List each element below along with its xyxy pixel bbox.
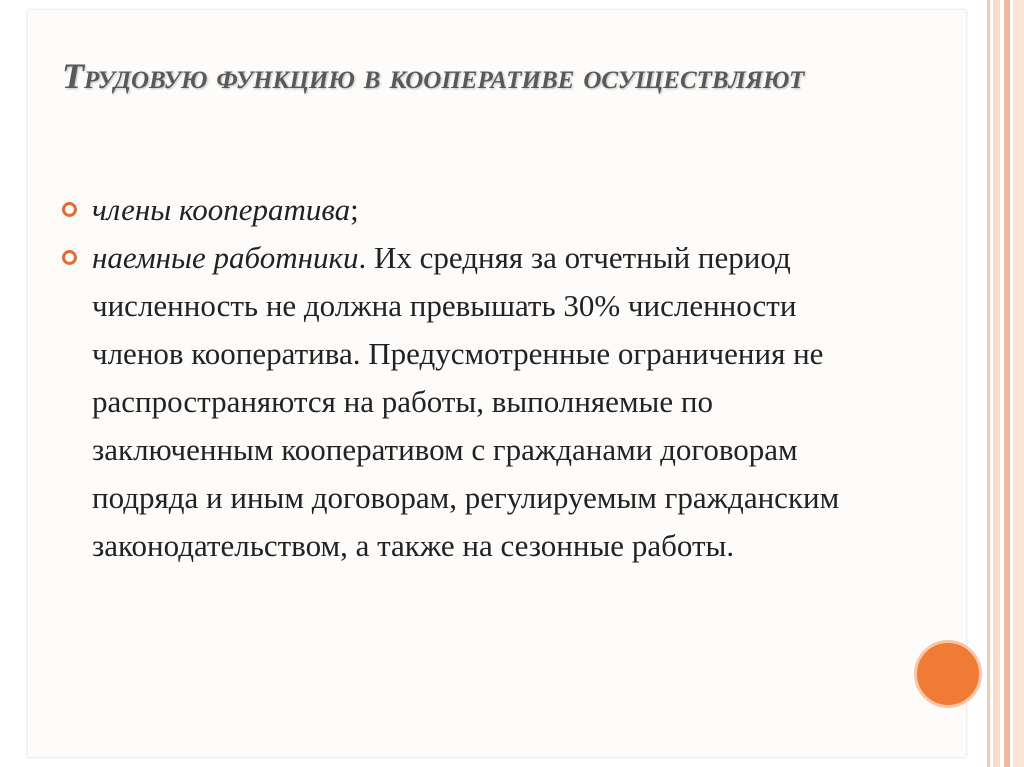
list-item — [62, 186, 882, 234]
stripe-3 — [1004, 0, 1010, 767]
ring-bullet-icon — [62, 202, 77, 217]
stripe-4 — [1013, 0, 1024, 767]
ring-bullet-icon — [62, 250, 77, 265]
decorative-stripes — [984, 0, 1024, 767]
item-italic-text: члены кооператива — [92, 192, 351, 227]
bullet-list — [62, 186, 882, 570]
item-text: ; — [350, 192, 359, 227]
stripe-1 — [987, 0, 990, 767]
stripe-2 — [993, 0, 1000, 767]
slide-title: Трудовую функцию в кооперативе осуществляют — [62, 56, 805, 96]
item-text: . Их средняя за отчетный период численность не должна превышать 30% численности членов кооператива. Предусмотренные ограничения не распространяются на работы, выполняемые по заключенным кооперативом с гражданами договорам подряда и иным договорам, регулируемым гражданским законодательством, а также на сезонные работы. — [92, 240, 840, 563]
list-item — [62, 234, 882, 570]
item-italic-text: наемные работники — [92, 240, 359, 275]
decorative-circle — [914, 640, 982, 708]
